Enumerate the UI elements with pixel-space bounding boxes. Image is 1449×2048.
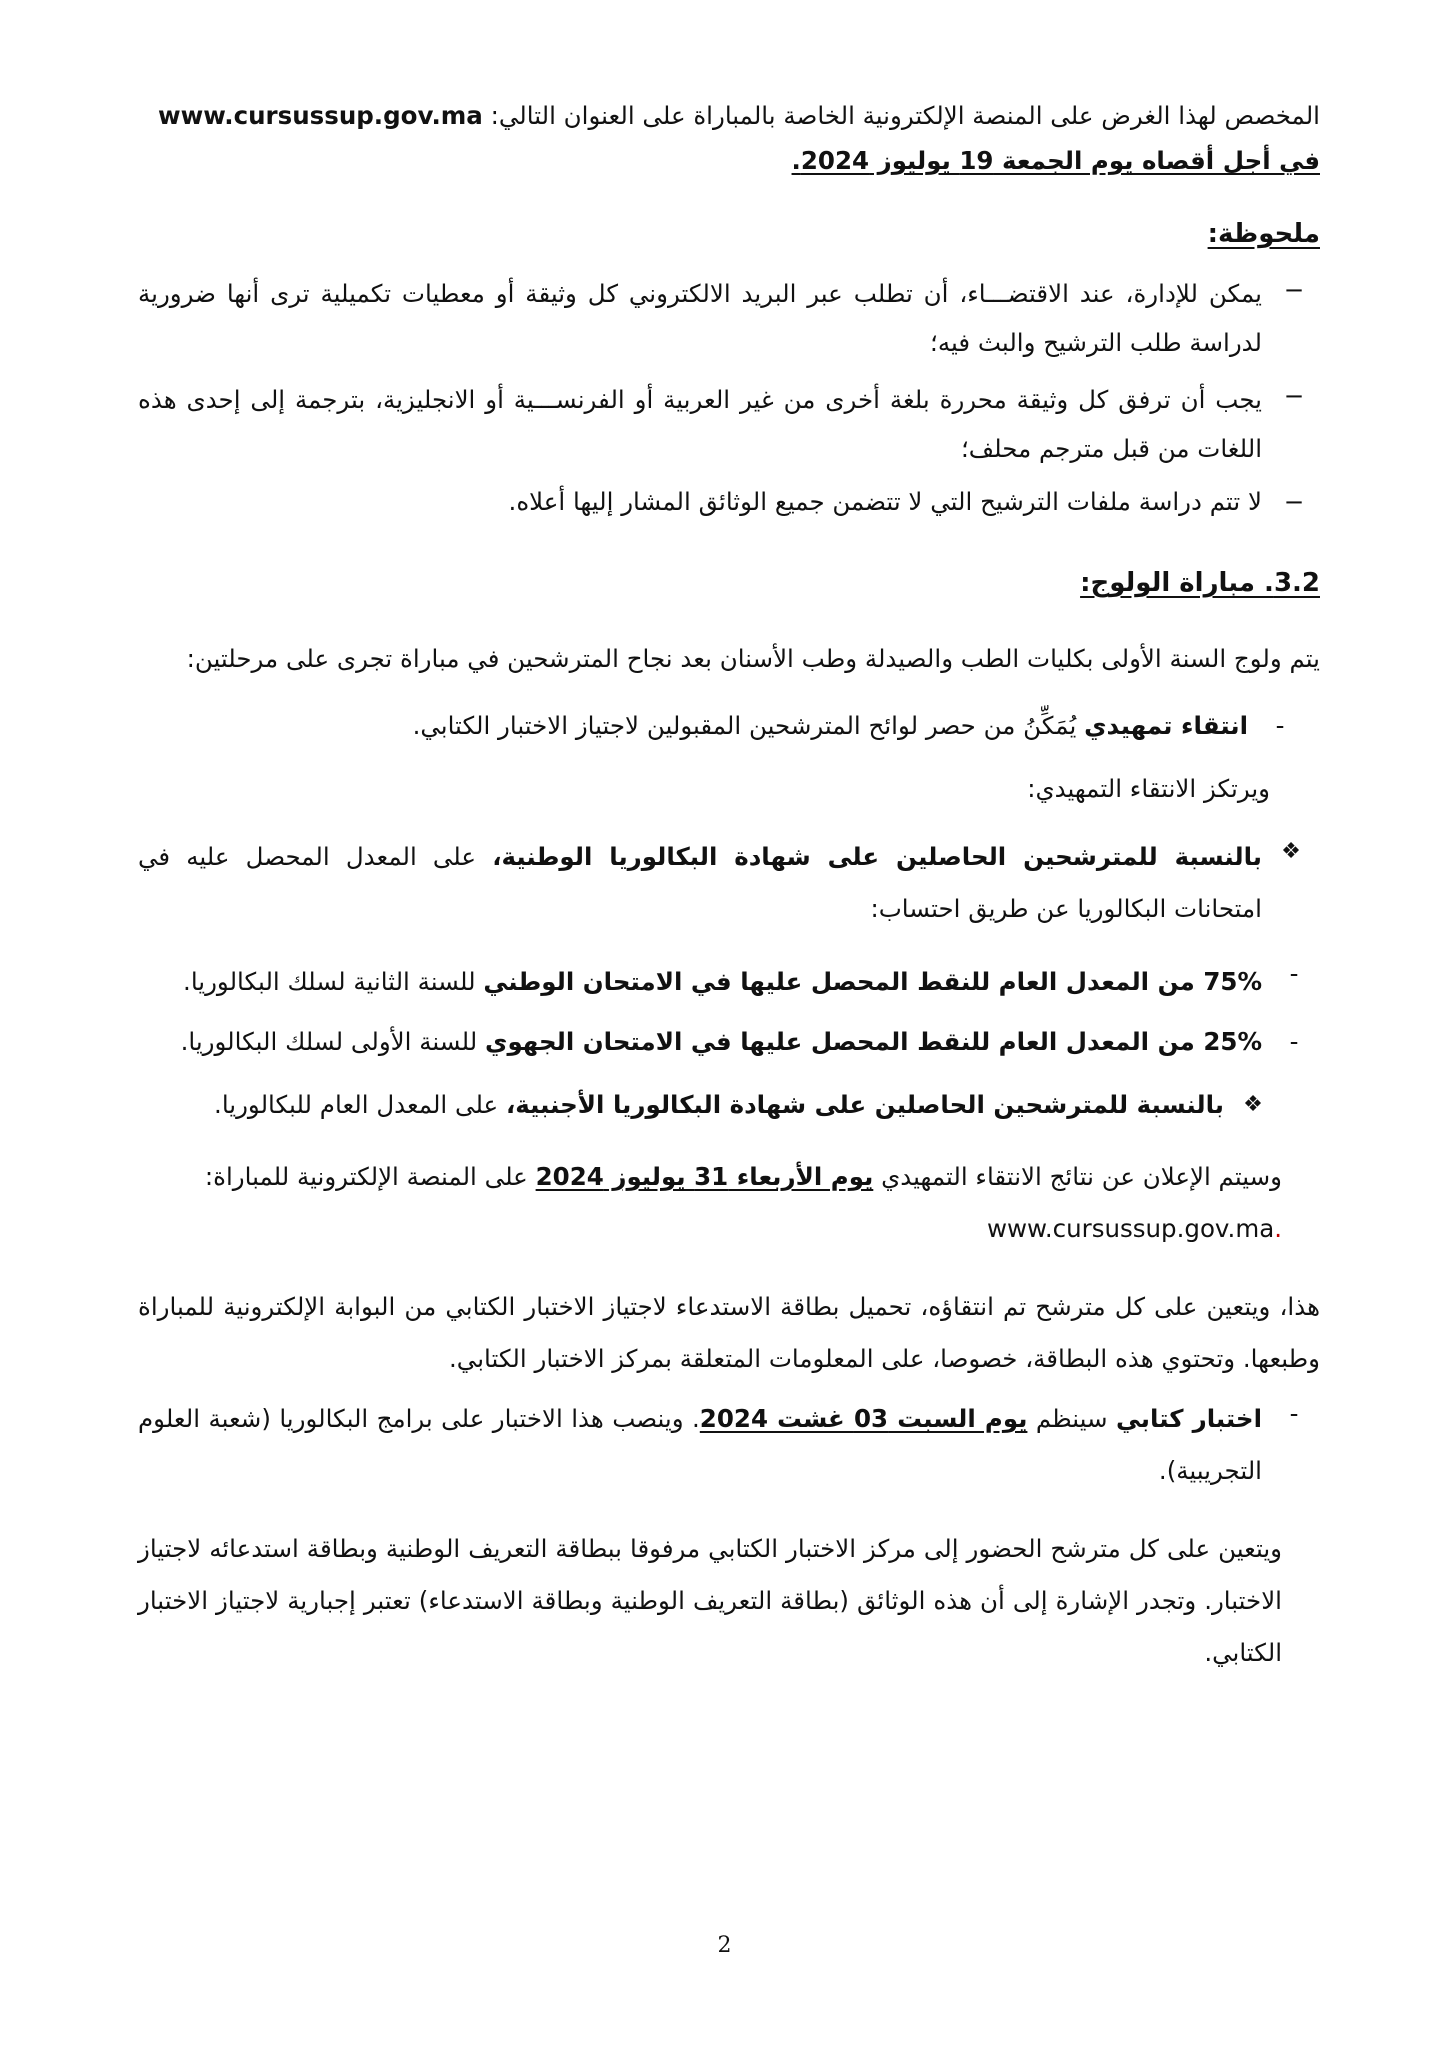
note-item-text: يجب أن ترفق كل وثيقة محررة بلغة أخرى من غير العربية أو الفرنســـية أو الانجليزية، بترجمة إلى إحدى هذه اللغات من قبل مترجم محلف؛ <box>138 385 1262 463</box>
diamond-bullet: ❖ <box>1243 1092 1263 1117</box>
diamond-bullet: ❖ <box>1281 839 1301 864</box>
dash-bullet: − <box>1283 275 1305 304</box>
pct25-text: 25% من المعدل العام للنقط المحصل عليها في الامتحان الجهوي للسنة الأولى لسلك البكالوريا. <box>180 1027 1262 1056</box>
hyphen-bullet: - <box>1289 1027 1299 1056</box>
hyphen-bullet: - <box>1275 711 1285 740</box>
note-heading: ملحوظة: <box>1207 219 1320 249</box>
dash-bullet: − <box>1283 381 1305 410</box>
deadline-text: في أجل أقصاه يوم الجمعة 19 يوليوز 2024. <box>791 146 1320 175</box>
written-exam-date: يوم السبت 03 غشت 2024 <box>699 1404 1028 1433</box>
convocation-paragraph: هذا، ويتعين على كل مترشح تم انتقاؤه، تحميل بطاقة الاستدعاء لاجتياز الاختبار الكتابي من البوابة الإلكترونية للمباراة وطبعها. وتحتوي هذه البطاقة، خصوصا، على المعلومات المتعلقة بمركز الاختبار الكتابي. <box>138 1292 1320 1373</box>
pct75-text: 75% من المعدل العام للنقط المحصل عليها في الامتحان الوطني للسنة الثانية لسلك البكالوريا. <box>183 967 1262 996</box>
preselection-basis: ويرتكز الانتقاء التمهيدي: <box>1027 774 1270 803</box>
deadline-line <box>138 140 1320 181</box>
foreign-bac-text: بالنسبة للمترشحين الحاصلين على شهادة البكالوريا الأجنبية، على المعدل العام للبكالوريا. <box>214 1090 1224 1119</box>
results-url[interactable]: www.cursussup.gov.ma. <box>986 1214 1282 1243</box>
dash-bullet: − <box>1283 487 1305 516</box>
pct75-item <box>138 953 1320 1011</box>
note-item-text: لا تتم دراسة ملفات الترشيح التي لا تتضمن جميع الوثائق المشار إليها أعلاه. <box>508 487 1262 516</box>
note-item-2 <box>138 375 1320 473</box>
document-page <box>138 95 1320 1679</box>
pct25-item <box>138 1021 1320 1062</box>
written-exam-item <box>138 1393 1320 1497</box>
preselection-text: انتقاء تمهيدي يُمَكِّنُ من حصر لوائح المترشحين المقبولين لاجتياز الاختبار الكتابي. <box>412 711 1248 740</box>
national-bac-text: بالنسبة للمترشحين الحاصلين على شهادة البكالوريا الوطنية، على المعدل المحصل عليه في امتحانات البكالوريا عن طريق احتساب: <box>138 842 1262 923</box>
top-line-1 <box>138 95 1320 136</box>
results-date: يوم الأربعاء 31 يوليوز 2024 <box>535 1162 874 1191</box>
cursussup-url[interactable]: www.cursussup.gov.ma <box>157 101 483 130</box>
preselection-item <box>138 705 1306 746</box>
note-item-1 <box>138 269 1320 367</box>
section-heading: 3.2. مباراة الولوج: <box>1080 568 1320 598</box>
note-item-text: يمكن للإدارة، عند الاقتضـــاء، أن تطلب عبر البريد الالكتروني كل وثيقة أو معطيات تكميلية ترى أنها ضرورية لدراسة طلب الترشيح والبث فيه؛ <box>138 279 1262 357</box>
section-intro: يتم ولوج السنة الأولى بكليات الطب والصيدلة وطب الأسنان بعد نجاح المترشحين في مباراة تجرى على مرحلتين: <box>186 644 1320 673</box>
foreign-bac-item <box>138 1084 1282 1125</box>
national-bac-item <box>138 831 1320 935</box>
page-number: 2 <box>717 1933 732 1958</box>
attendance-paragraph: ويتعين على كل مترشح الحضور إلى مركز الاختبار الكتابي مرفوقا ببطاقة التعريف الوطنية وبطاقة استدعائه لاجتياز الاختبار. وتجدر الإشارة إلى أن هذه الوثائق (بطاقة التعريف الوطنية وبطاقة الاستدعاء) تعتبر إجبارية لاجتياز الاختبار الكتابي. <box>138 1534 1282 1667</box>
top-line-text: المخصص لهذا الغرض على المنصة الإلكترونية الخاصة بالمباراة على العنوان التالي: <box>490 101 1320 130</box>
note-item-3 <box>138 481 1320 522</box>
results-announcement: وسيتم الإعلان عن نتائج الانتقاء التمهيدي يوم الأربعاء 31 يوليوز 2024 على المنصة الإلكترونية للمباراة: www.cursussup.gov.ma. <box>204 1162 1282 1243</box>
hyphen-bullet: - <box>1289 959 1299 988</box>
written-exam-text: اختبار كتابي سينظم يوم السبت 03 غشت 2024. وينصب هذا الاختبار على برامج البكالوريا (شعبة العلوم التجريبية). <box>138 1404 1262 1485</box>
hyphen-bullet: - <box>1289 1399 1299 1428</box>
